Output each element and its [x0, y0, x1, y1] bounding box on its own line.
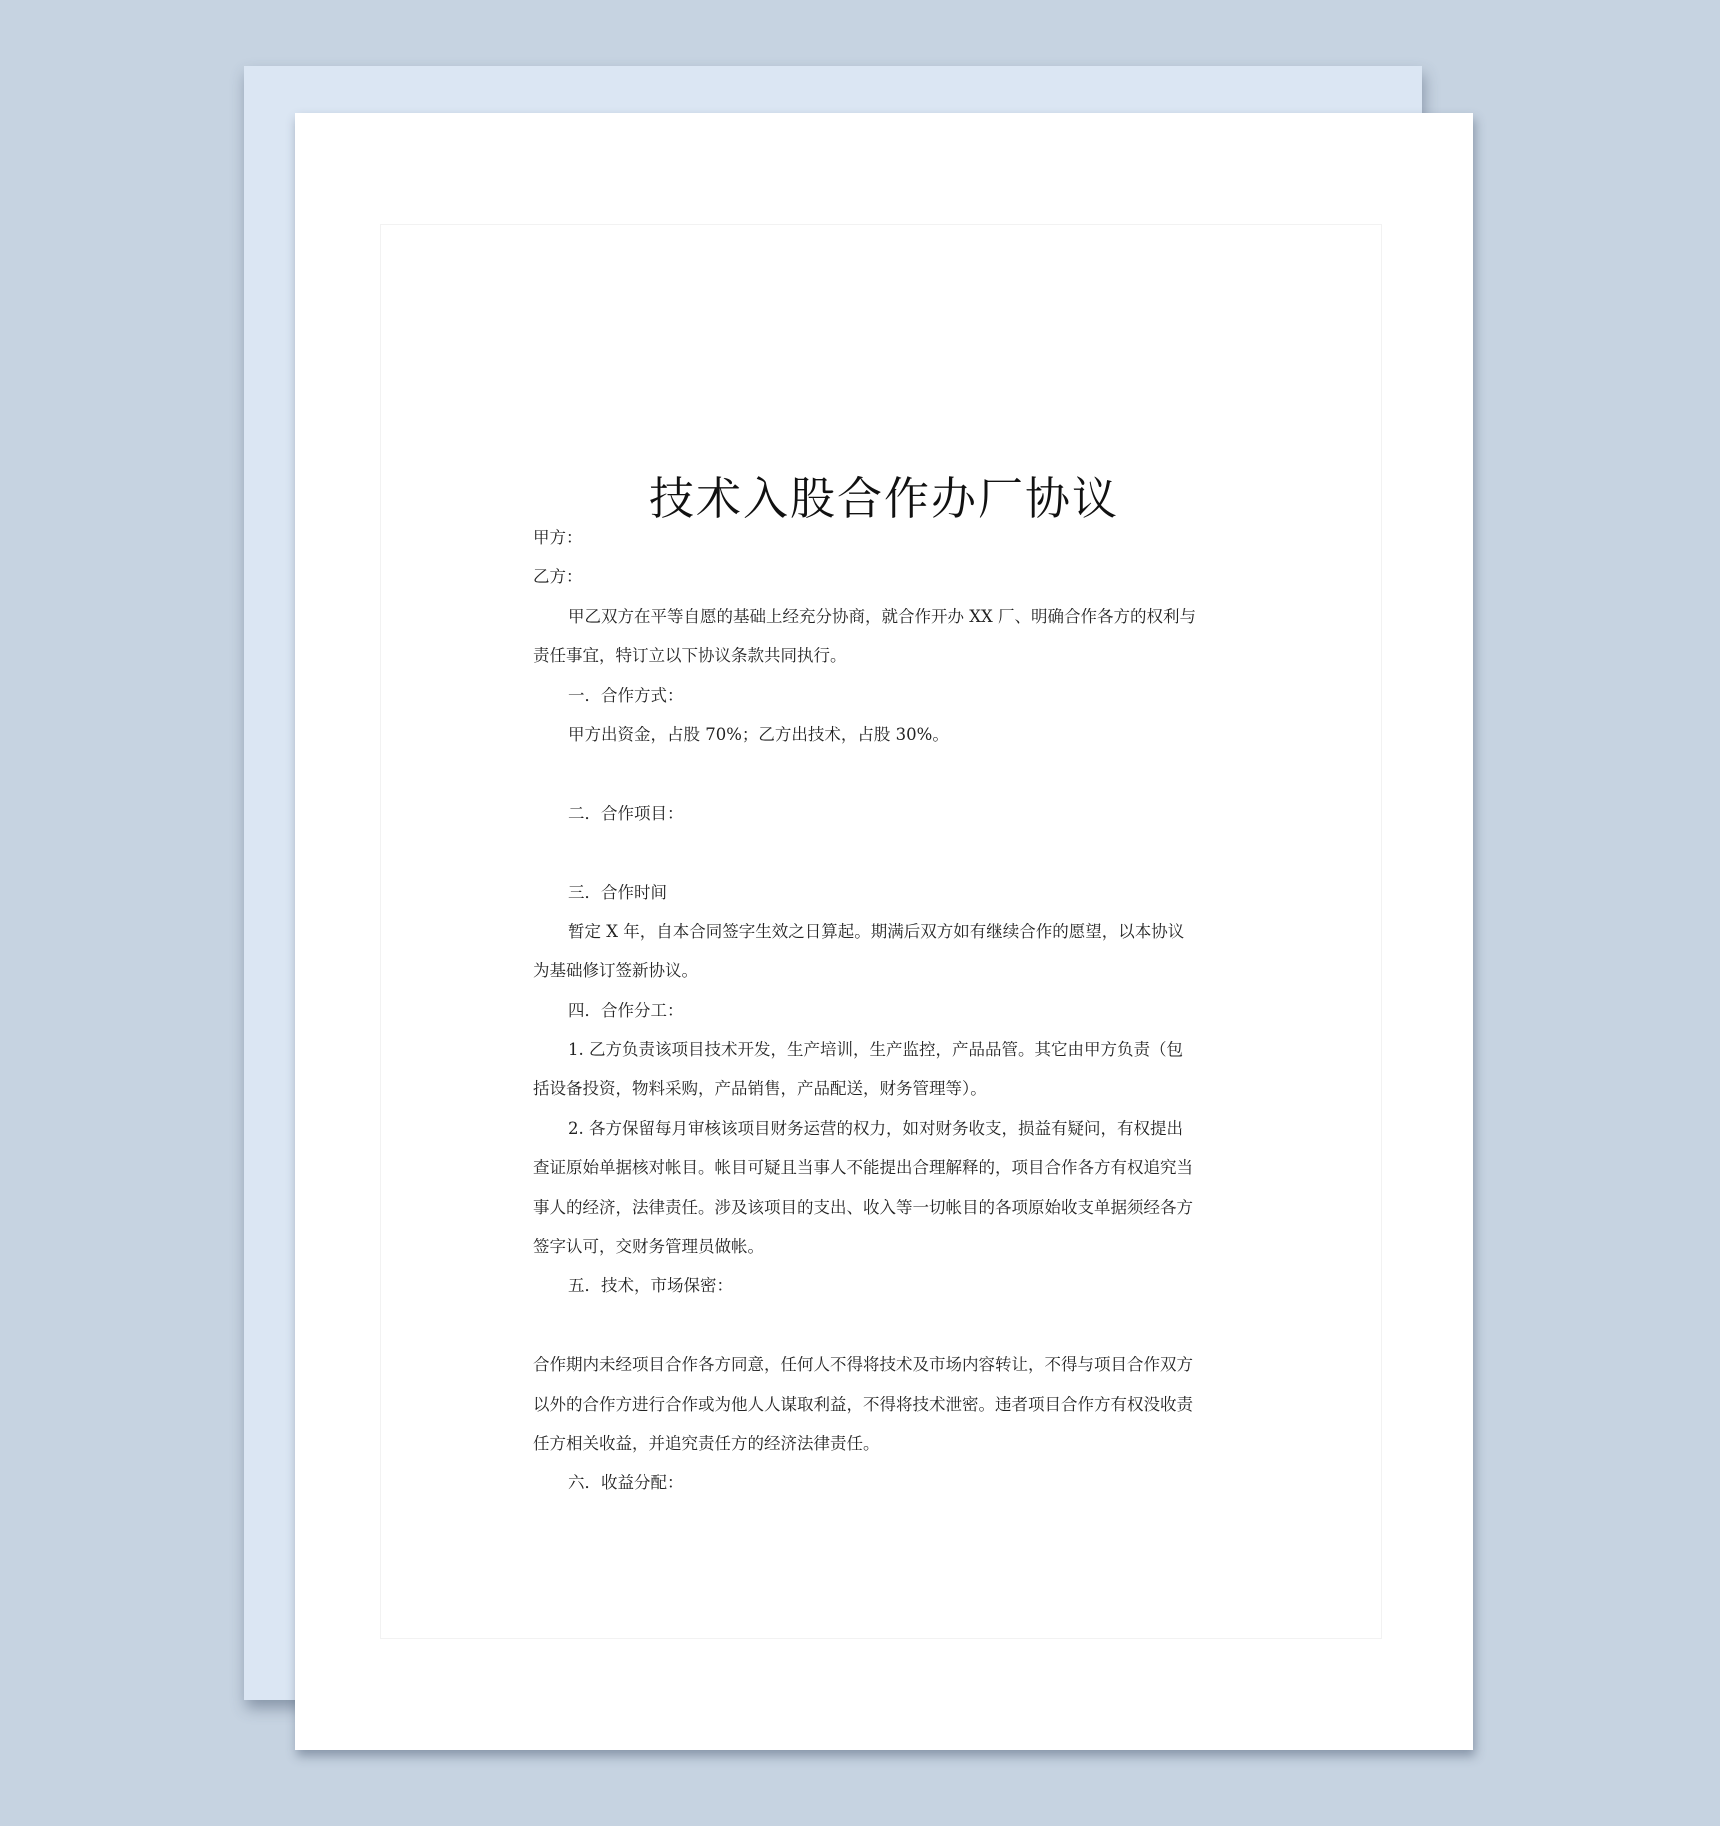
document-body: [533, 518, 1233, 1503]
line-party-a: 甲方：: [533, 528, 583, 547]
section-4-item-2-line-2: 查证原始单据核对帐目。帐目可疑且当事人不能提出合理解释的，项目合作各方有权追究当: [533, 1158, 1193, 1178]
blank-line: [533, 754, 1233, 793]
section-5-body-line-3: 任方相关收益，并追究责任方的经济法律责任。: [533, 1433, 880, 1453]
section-4-item-2-line-4: 签字认可，交财务管理员做帐。: [533, 1237, 764, 1257]
blank-line: [533, 833, 1233, 872]
section-6-heading: 六．收益分配：: [568, 1473, 684, 1493]
section-3-body-line-1: 暂定 X 年，自本合同签字生效之日算起。期满后双方如有继续合作的愿望，以本协议: [568, 921, 1185, 941]
paragraph-intro-line-1: 甲乙双方在平等自愿的基础上经充分协商，就合作开办 XX 厂、明确合作各方的权利与: [568, 606, 1196, 626]
document-title: 技术入股合作办厂协议: [648, 472, 1119, 525]
line-party-b: 乙方：: [533, 567, 583, 587]
section-1-body: 甲方出资金，占股 70%；乙方出技术，占股 30%。: [568, 724, 949, 744]
section-4-item-1-line-2: 括设备投资，物料采购，产品销售，产品配送，财务管理等）。: [533, 1079, 987, 1099]
document-page: [295, 113, 1473, 1750]
section-4-heading: 四．合作分工：: [568, 1000, 684, 1020]
blank-line: [533, 1306, 1233, 1345]
section-4-item-1-line-1: 1. 乙方负责该项目技术开发，生产培训，生产监控，产品品管。其它由甲方负责（包: [568, 1040, 1183, 1060]
section-5-body-line-1: 合作期内未经项目合作各方同意，任何人不得将技术及市场内容转让，不得与项目合作双方: [533, 1355, 1193, 1375]
section-1-heading: 一．合作方式：: [568, 685, 684, 705]
section-5-heading: 五．技术，市场保密：: [568, 1276, 733, 1296]
section-4-item-2-line-3: 事人的经济，法律责任。涉及该项目的支出、收入等一切帐目的各项原始收支单据须经各方: [533, 1197, 1193, 1217]
paragraph-intro-line-2: 责任事宜，特订立以下协议条款共同执行。: [533, 646, 847, 666]
section-2-heading: 二．合作项目：: [568, 803, 684, 823]
section-3-body-line-2: 为基础修订签新协议。: [533, 961, 698, 981]
section-3-heading: 三．合作时间: [568, 882, 667, 902]
section-5-body-line-2: 以外的合作方进行合作或为他人人谋取利益，不得将技术泄密。违者项目合作方有权没收责: [533, 1394, 1193, 1414]
section-4-item-2-line-1: 2. 各方保留每月审核该项目财务运营的权力，如对财务收支，损益有疑问，有权提出: [568, 1118, 1183, 1138]
